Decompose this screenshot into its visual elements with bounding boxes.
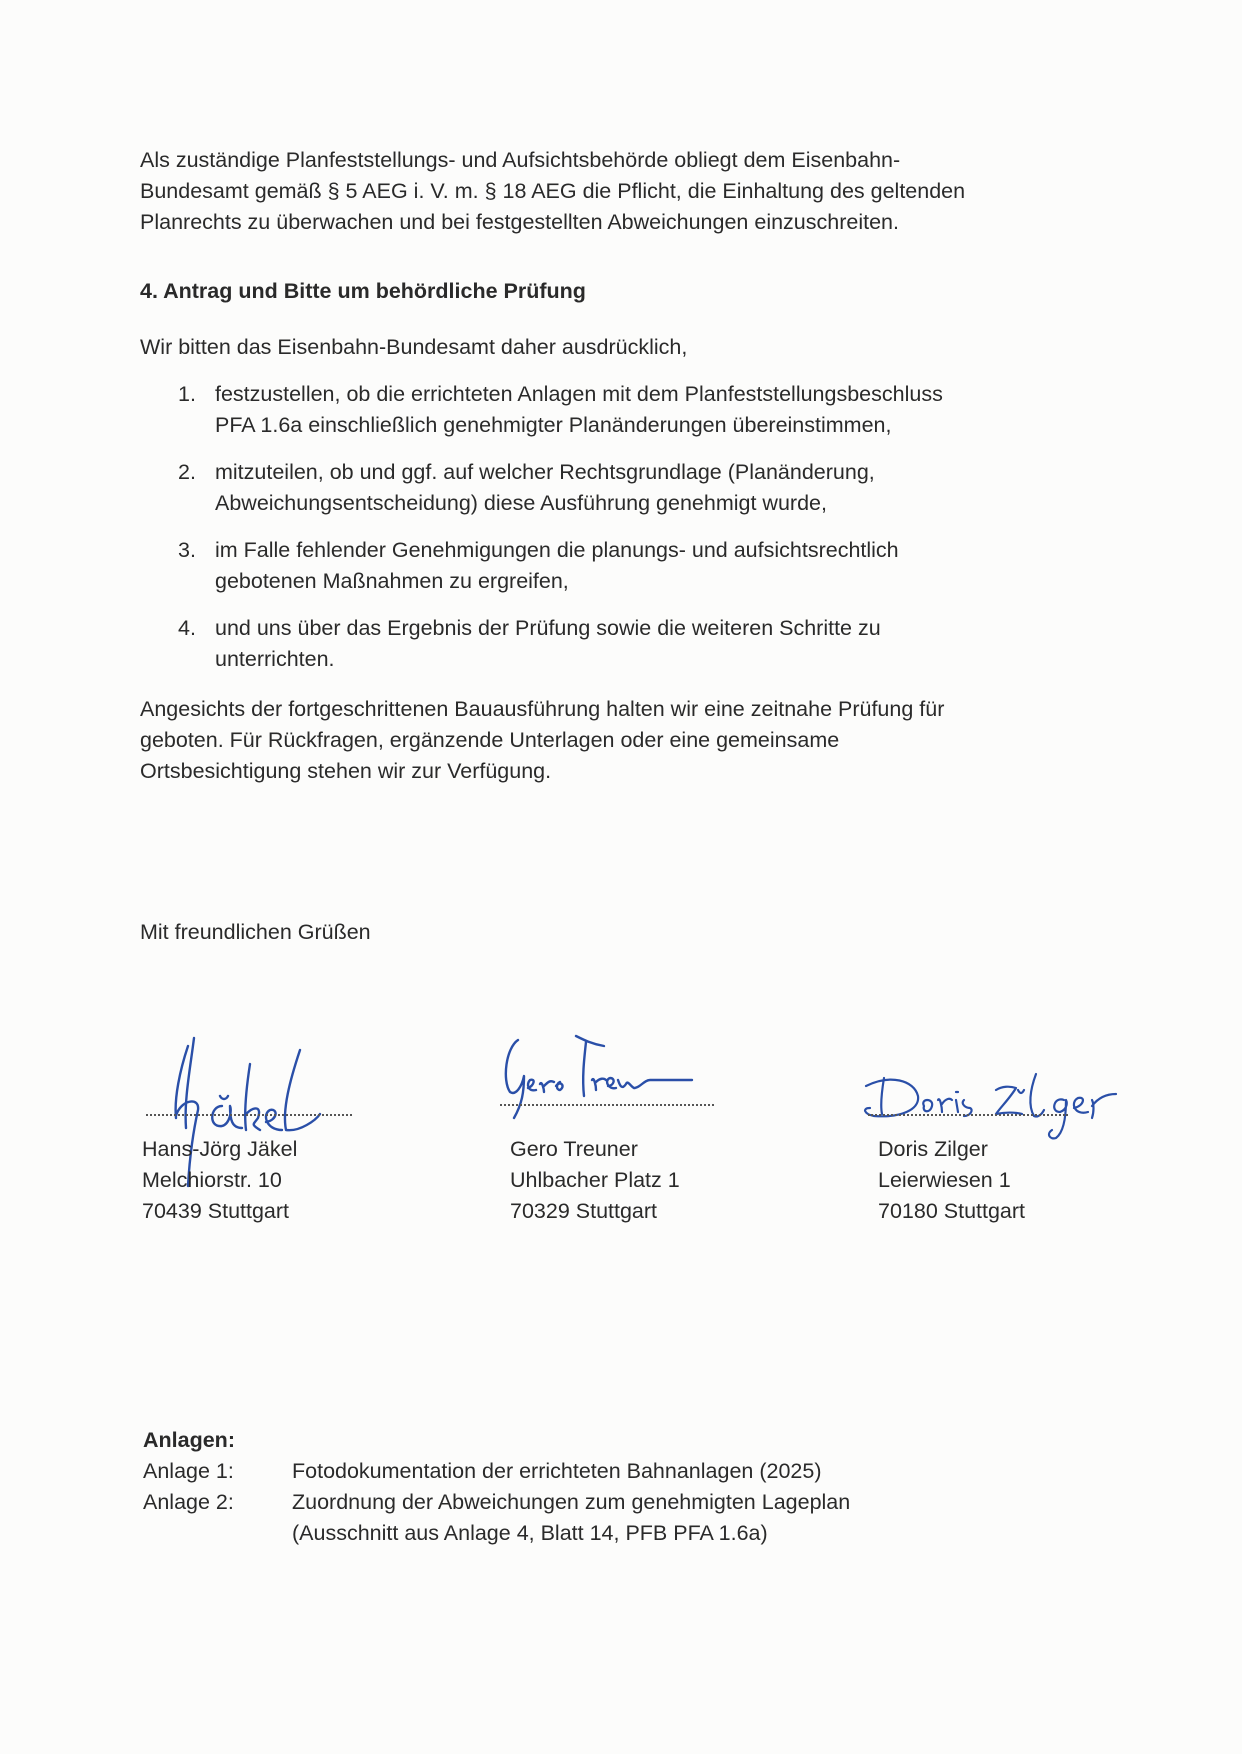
item-number: 2. [178, 460, 196, 484]
signatory-street: Leierwiesen 1 [878, 1168, 1011, 1192]
item-line: und uns über das Ergebnis der Prüfung sowie die weiteren Schritte zu [215, 616, 881, 640]
intro-line: Bundesamt gemäß § 5 AEG i. V. m. § 18 AEG die Pflicht, die Einhaltung des geltenden [140, 179, 966, 203]
signature-line-1 [146, 1114, 352, 1116]
item-line: Abweichungsentscheidung) diese Ausführung genehmigt wurde, [215, 491, 827, 515]
handwritten-signature-2 [500, 1030, 700, 1125]
signatory-3 [878, 1134, 1025, 1227]
annex-text-1 [292, 1456, 822, 1487]
signatory-street: Uhlbacher Platz 1 [510, 1168, 680, 1192]
item-line: mitzuteilen, ob und ggf. auf welcher Rechtsgrundlage (Planänderung, [215, 460, 875, 484]
signature-line-2 [500, 1104, 714, 1106]
lead-sentence: Wir bitten das Eisenbahn-Bundesamt daher ausdrücklich, [140, 335, 688, 359]
annex-line: Zuordnung der Abweichungen zum genehmigten Lageplan [292, 1490, 851, 1514]
annex-heading: Anlagen: [143, 1428, 235, 1452]
intro-line: Planrechts zu überwachen und bei festgestellten Abweichungen einzuschreiten. [140, 210, 899, 234]
closing-paragraph [140, 694, 944, 787]
item-line: gebotenen Maßnahmen zu ergreifen, [215, 569, 569, 593]
signatory-1 [142, 1134, 297, 1227]
closing-line: Ortsbesichtigung stehen wir zur Verfügung. [140, 759, 552, 783]
handwritten-signature-3 [860, 1060, 1140, 1145]
signatory-city: 70439 Stuttgart [142, 1199, 290, 1223]
annex-label-1: Anlage 1: [143, 1459, 234, 1483]
signature-line-3 [868, 1114, 1068, 1116]
item-line: im Falle fehlender Genehmigungen die planungs- und aufsichtsrechtlich [215, 538, 899, 562]
annex-line: Fotodokumentation der errichteten Bahnanlagen (2025) [292, 1459, 822, 1483]
item-line: festzustellen, ob die errichteten Anlagen mit dem Planfeststellungsbeschluss [215, 382, 943, 406]
item-line: unterrichten. [215, 647, 335, 671]
greeting: Mit freundlichen Grüßen [140, 920, 371, 944]
annex-label-2: Anlage 2: [143, 1490, 234, 1514]
intro-paragraph [140, 145, 965, 238]
section-heading: 4. Antrag und Bitte um behördliche Prüfung [140, 279, 586, 303]
signatory-name: Hans-Jörg Jäkel [142, 1137, 298, 1161]
intro-line: Als zuständige Planfeststellungs- und Aufsichtsbehörde obliegt dem Eisenbahn- [140, 148, 901, 172]
signatory-2 [510, 1134, 680, 1227]
closing-line: geboten. Für Rückfragen, ergänzende Unterlagen oder eine gemeinsame [140, 728, 840, 752]
signatory-name: Gero Treuner [510, 1137, 638, 1161]
annex-line: (Ausschnitt aus Anlage 4, Blatt 14, PFB PFA 1.6a) [292, 1521, 768, 1545]
signatory-name: Doris Zilger [878, 1137, 988, 1161]
signatory-city: 70180 Stuttgart [878, 1199, 1026, 1223]
signatory-street: Melchiorstr. 10 [142, 1168, 282, 1192]
signatory-city: 70329 Stuttgart [510, 1199, 658, 1223]
item-number: 3. [178, 538, 196, 562]
item-line: PFA 1.6a einschließlich genehmigter Planänderungen übereinstimmen, [215, 413, 892, 437]
annex-text-2 [292, 1487, 850, 1549]
item-number: 4. [178, 616, 196, 640]
closing-line: Angesichts der fortgeschrittenen Bauausführung halten wir eine zeitnahe Prüfung für [140, 697, 945, 721]
item-number: 1. [178, 382, 196, 406]
